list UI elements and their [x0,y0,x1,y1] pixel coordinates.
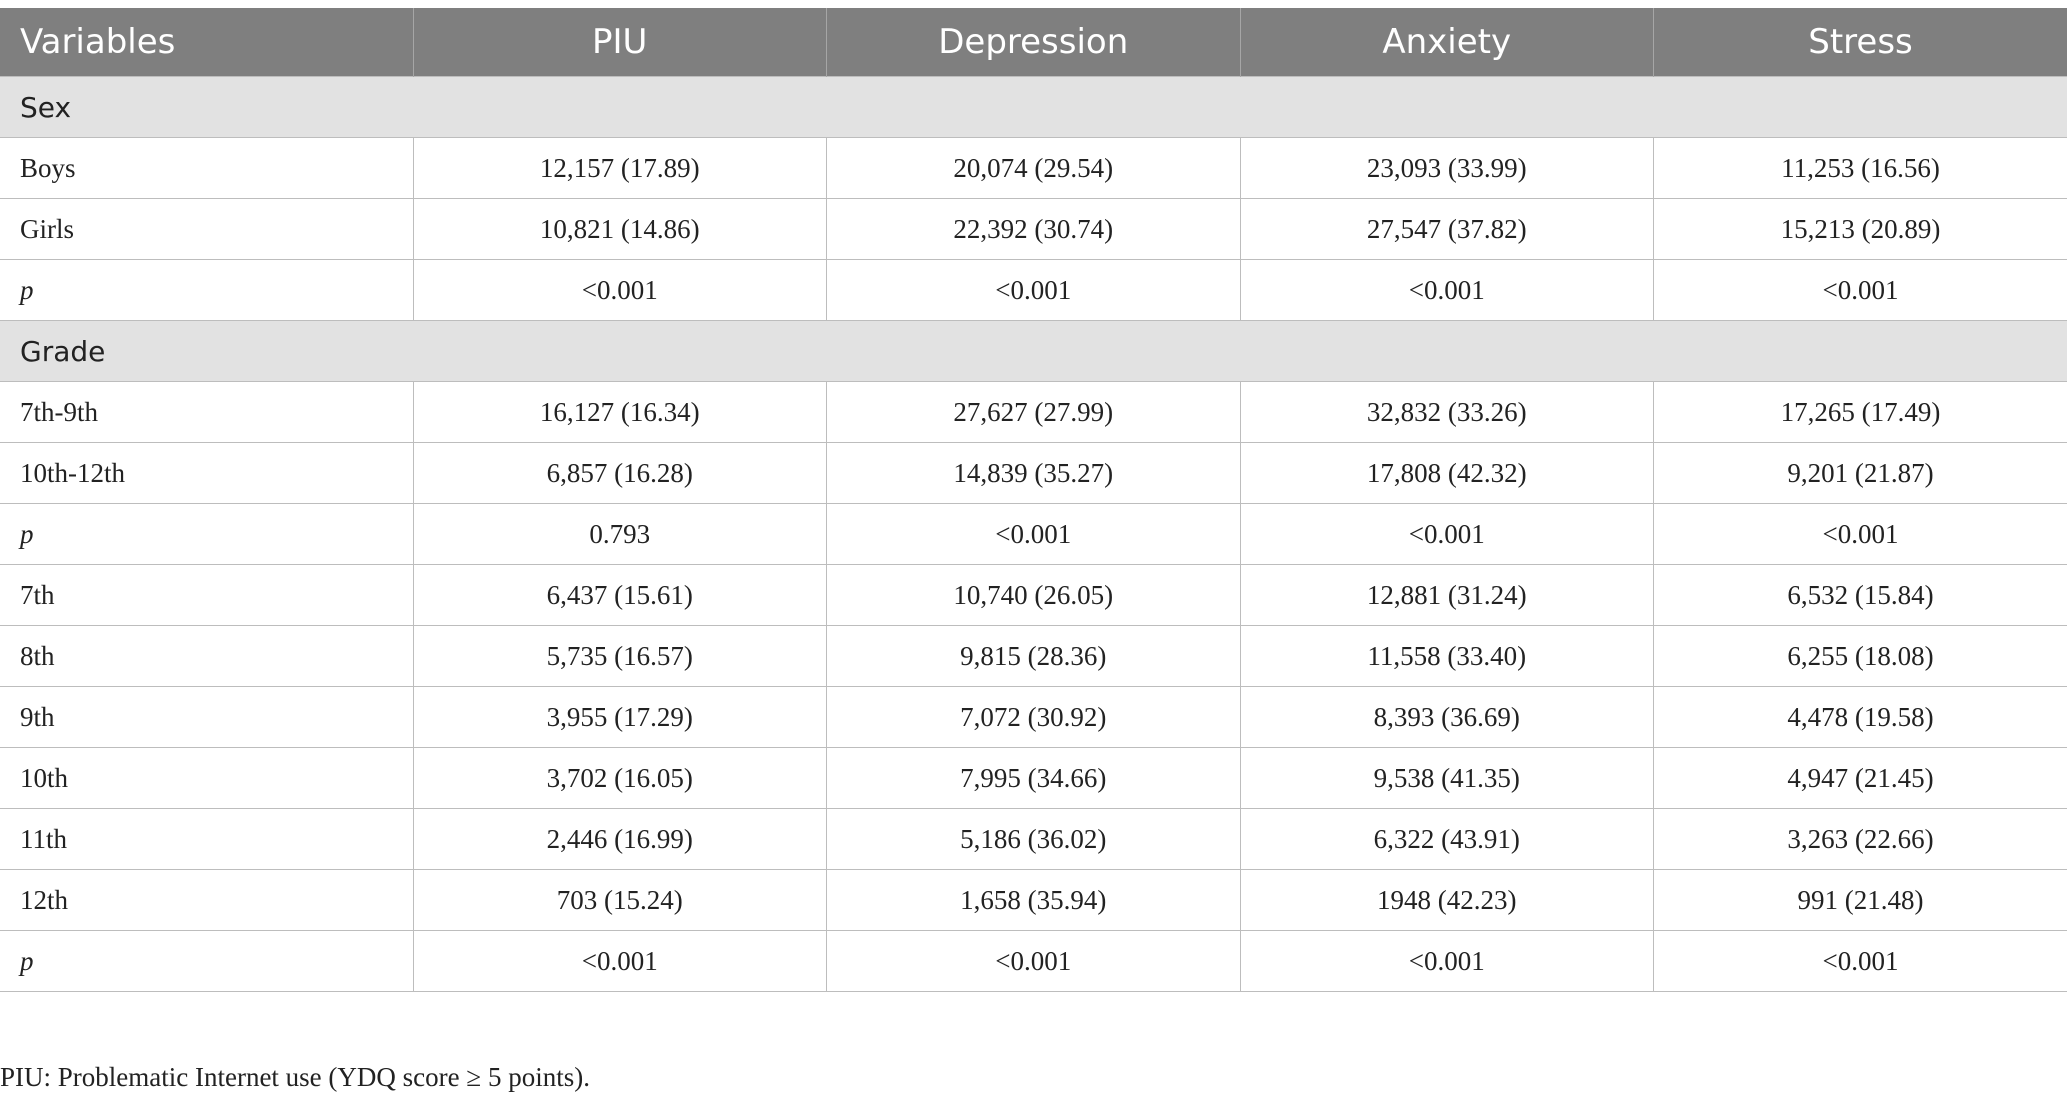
table-cell: <0.001 [1654,260,2067,321]
table-cell: 991 (21.48) [1654,870,2067,931]
table-cell: <0.001 [1240,504,1654,565]
row-label: Boys [0,138,413,199]
section-row [0,321,2067,382]
p-value-row [0,260,2067,321]
p-label: p [0,504,413,565]
p-value-row [0,504,2067,565]
table-cell: 6,437 (15.61) [413,565,827,626]
row-label: 10th [0,748,413,809]
table-row [0,138,2067,199]
table-row [0,199,2067,260]
table-body [0,77,2067,992]
table-cell: <0.001 [1654,504,2067,565]
table-cell: <0.001 [827,504,1241,565]
table-cell: 2,446 (16.99) [413,809,827,870]
table-cell: 32,832 (33.26) [1240,382,1654,443]
table-cell: 703 (15.24) [413,870,827,931]
header-depression: Depression [827,8,1241,77]
table-row [0,748,2067,809]
table-cell: 6,532 (15.84) [1654,565,2067,626]
table-cell: 0.793 [413,504,827,565]
table-cell: <0.001 [1240,260,1654,321]
row-label: 11th [0,809,413,870]
p-label: p [0,260,413,321]
table-cell: <0.001 [413,260,827,321]
table-cell: 11,558 (33.40) [1240,626,1654,687]
table-cell: 6,255 (18.08) [1654,626,2067,687]
table-cell: 9,201 (21.87) [1654,443,2067,504]
table-cell: 8,393 (36.69) [1240,687,1654,748]
table-cell: 11,253 (16.56) [1654,138,2067,199]
row-label: 7th [0,565,413,626]
table-cell: 12,881 (31.24) [1240,565,1654,626]
row-label: 7th-9th [0,382,413,443]
table-cell: 23,093 (33.99) [1240,138,1654,199]
table-footnote: PIU: Problematic Internet use (YDQ score ≥ 5 points). [0,1062,590,1092]
row-label: 12th [0,870,413,931]
table-row [0,443,2067,504]
table-cell: 22,392 (30.74) [827,199,1241,260]
table-cell: 3,263 (22.66) [1654,809,2067,870]
header-piu: PIU [413,8,827,77]
table-cell: 1,658 (35.94) [827,870,1241,931]
table-cell: 7,072 (30.92) [827,687,1241,748]
table-row [0,870,2067,931]
table-cell: <0.001 [1654,931,2067,992]
table-cell: 27,547 (37.82) [1240,199,1654,260]
table-cell: 4,947 (21.45) [1654,748,2067,809]
header-anxiety: Anxiety [1240,8,1654,77]
table-cell: 3,702 (16.05) [413,748,827,809]
table-cell: 12,157 (17.89) [413,138,827,199]
table-cell: 3,955 (17.29) [413,687,827,748]
table-cell: 10,821 (14.86) [413,199,827,260]
table-cell: 4,478 (19.58) [1654,687,2067,748]
table-row [0,809,2067,870]
table-cell: 7,995 (34.66) [827,748,1241,809]
table-row [0,382,2067,443]
header-row [0,8,2067,77]
table-cell: <0.001 [827,260,1241,321]
p-label: p [0,931,413,992]
section-row [0,77,2067,138]
header-stress: Stress [1654,8,2067,77]
results-table-container [0,8,2067,992]
table-cell: 16,127 (16.34) [413,382,827,443]
table-cell: 6,322 (43.91) [1240,809,1654,870]
row-label: 10th-12th [0,443,413,504]
table-cell: 15,213 (20.89) [1654,199,2067,260]
header-variables: Variables [0,8,413,77]
table-header [0,8,2067,77]
section-label: Sex [0,77,2067,138]
table-row [0,687,2067,748]
table-cell: 9,815 (28.36) [827,626,1241,687]
table-cell: 5,735 (16.57) [413,626,827,687]
table-cell: 20,074 (29.54) [827,138,1241,199]
section-label: Grade [0,321,2067,382]
row-label: 9th [0,687,413,748]
table-cell: 17,265 (17.49) [1654,382,2067,443]
table-cell: 5,186 (36.02) [827,809,1241,870]
table-cell: <0.001 [413,931,827,992]
table-row [0,626,2067,687]
table-cell: <0.001 [827,931,1241,992]
table-cell: 1948 (42.23) [1240,870,1654,931]
table-cell: 6,857 (16.28) [413,443,827,504]
table-row [0,565,2067,626]
table-cell: 17,808 (42.32) [1240,443,1654,504]
table-cell: 10,740 (26.05) [827,565,1241,626]
row-label: 8th [0,626,413,687]
table-cell: 27,627 (27.99) [827,382,1241,443]
results-table [0,8,2067,992]
table-cell: 9,538 (41.35) [1240,748,1654,809]
table-cell: <0.001 [1240,931,1654,992]
p-value-row [0,931,2067,992]
table-cell: 14,839 (35.27) [827,443,1241,504]
row-label: Girls [0,199,413,260]
